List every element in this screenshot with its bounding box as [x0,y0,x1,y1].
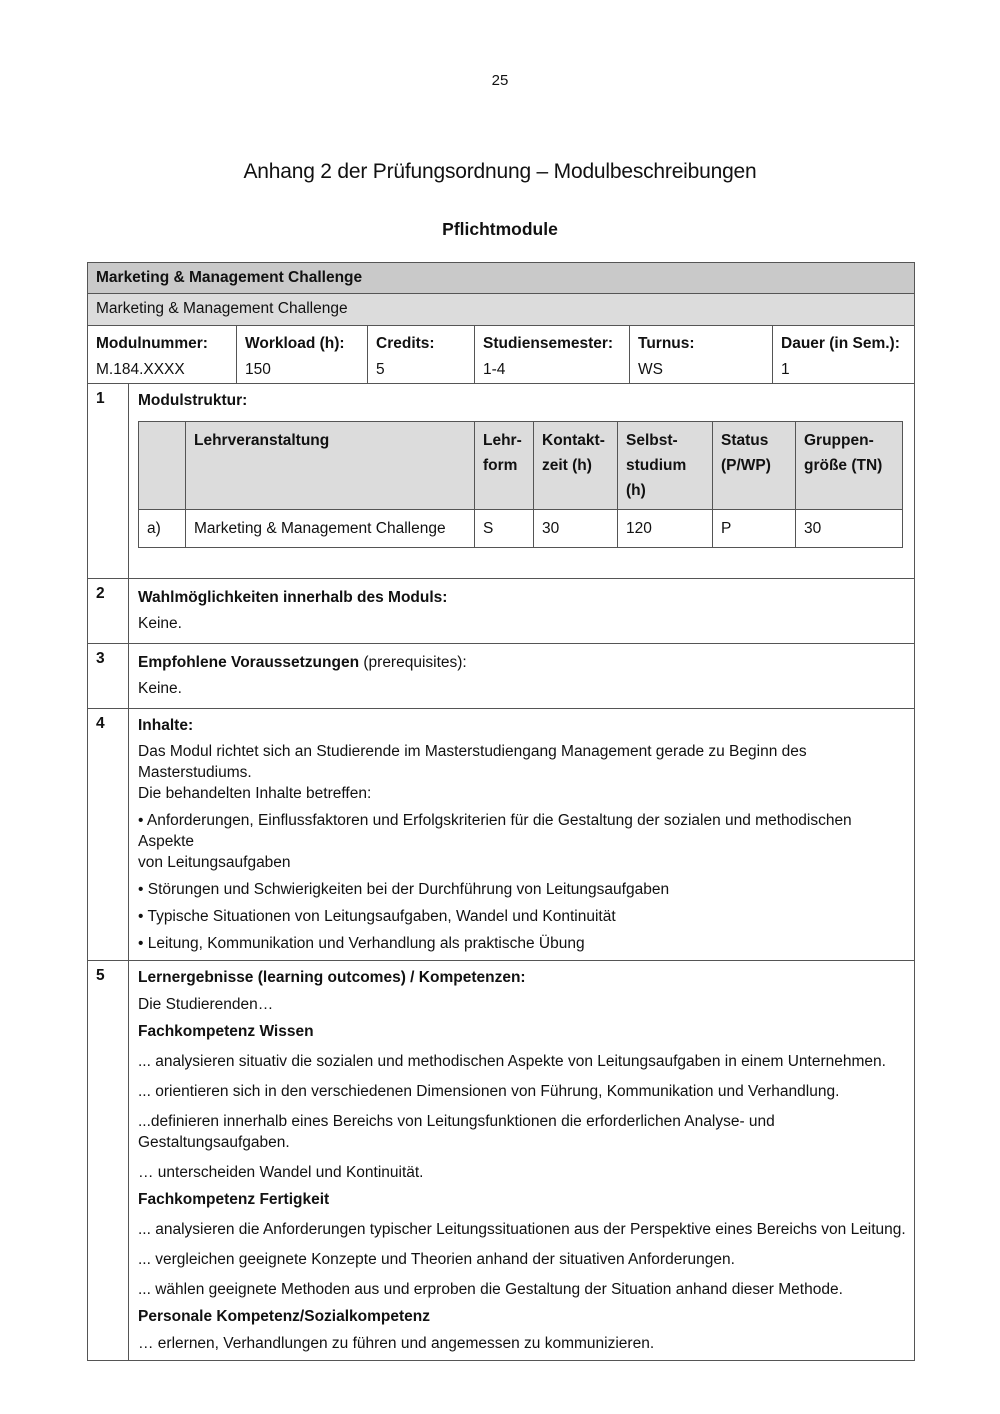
list-item: ... analysieren die Anforderungen typischer Leitungssituationen aus der Perspektive eines Bereichs von Leitung. [138,1221,906,1238]
page-number: 25 [491,72,509,89]
section-5 [88,961,915,1361]
section-title: Modulstruktur: [138,392,248,409]
list-item: ... vergleichen geeignete Konzepte und Theorien anhand der situativen Anforderungen. [138,1251,735,1268]
list-item: … erlernen, Verhandlungen zu führen und angemessen zu kommunizieren. [138,1335,655,1352]
cell-selbststudium: 120 [618,510,713,548]
section-intro: Die Studierenden… [138,996,274,1013]
competence-heading: Fachkompetenz Wissen [138,1023,314,1040]
meta-modulnummer: Modulnummer: M.184.XXXX [88,326,237,383]
meta-credits: Credits: 5 [368,326,475,383]
section-intro-line-2: Die behandelten Inhalte betreffen: [138,785,372,802]
section-title-suffix: (prerequisites): [359,654,467,671]
cell-index: a) [139,510,186,548]
section-number: 2 [88,579,129,644]
list-item: • Typische Situationen von Leitungsaufgaben, Wandel und Kontinuität [138,908,616,925]
cell-lehrveranstaltung: Marketing & Management Challenge [186,510,475,548]
section-number: 5 [88,961,129,1361]
module-header-title-row [88,263,915,294]
list-item: • Leitung, Kommunikation und Verhandlung als praktische Übung [138,935,585,952]
meta-turnus: Turnus: WS [630,326,773,383]
list-item: • Störungen und Schwierigkeiten bei der Durchführung von Leitungsaufgaben [138,881,670,898]
structure-table [138,421,903,548]
section-title: Wahlmöglichkeiten innerhalb des Moduls: [138,589,448,606]
cell-gruppengroesse: 30 [796,510,903,548]
col-header-index [139,422,186,510]
table-row [139,510,903,548]
section-intro-line-1: Das Modul richtet sich an Studierende im Masterstudiengang Management gerade zu Beginn des Masterstudiums. [138,743,807,781]
section-number: 4 [88,709,129,961]
document-subtitle: Pflichtmodule [442,219,558,239]
section-4 [88,709,915,961]
section-text: Keine. [138,615,182,632]
module-table [87,262,915,1361]
list-item: ... wählen geeignete Methoden aus und erproben die Gestaltung der Situation anhand dieser Methode. [138,1281,843,1298]
module-title: Marketing & Management Challenge [88,263,915,294]
meta-dauer: Dauer (in Sem.): 1 [781,335,900,378]
section-title: Inhalte: [138,717,194,734]
cell-kontaktzeit: 30 [534,510,618,548]
list-item: ... analysieren situativ die sozialen und methodischen Aspekte von Leitungsaufgaben in einem Unternehmen. [138,1053,886,1070]
meta-studiensemester: Studiensemester: 1-4 [475,326,630,383]
col-header-selbststudium: Selbst- studium (h) [618,422,713,510]
section-number: 1 [88,384,129,579]
competence-heading: Fachkompetenz Fertigkeit [138,1191,330,1208]
list-item: … unterscheiden Wandel und Kontinuität. [138,1164,424,1181]
competence-heading: Personale Kompetenz/Sozialkompetenz [138,1308,430,1325]
cell-lehrform: S [475,510,534,548]
list-item: • Anforderungen, Einflussfaktoren und Erfolgskriterien für die Gestaltung der sozialen und methodischen Aspekte von Leitungsaufgaben [138,812,852,871]
list-item: ...definieren innerhalb eines Bereichs von Leitungsfunktionen die erforderlichen Analyse- und Gestaltungsaufgaben. [138,1113,775,1151]
col-header-gruppengroesse: Gruppen- größe (TN) [796,422,903,510]
module-meta-row [88,326,915,384]
module-header-subtitle-row [88,294,915,326]
list-item: ... orientieren sich in den verschiedenen Dimensionen von Führung, Kommunikation und Verhandlung. [138,1083,840,1100]
cell-status: P [713,510,796,548]
col-header-status: Status (P/WP) [713,422,796,510]
section-1 [88,384,915,579]
col-header-lehrveranstaltung: Lehrveranstaltung [186,422,475,510]
section-3 [88,644,915,709]
section-2 [88,579,915,644]
col-header-kontaktzeit: Kontakt- zeit (h) [534,422,618,510]
col-header-lehrform: Lehr- form [475,422,534,510]
document-title: Anhang 2 der Prüfungsordnung – Modulbeschreibungen [243,160,757,183]
section-title: Empfohlene Voraussetzungen [138,654,360,671]
section-text: Keine. [138,680,182,697]
section-title: Lernergebnisse (learning outcomes) / Kompetenzen: [138,969,526,986]
module-meta [88,326,914,383]
section-number: 3 [88,644,129,709]
structure-header-row [139,422,903,510]
meta-workload: Workload (h): 150 [237,326,368,383]
module-subtitle: Marketing & Management Challenge [88,294,915,326]
